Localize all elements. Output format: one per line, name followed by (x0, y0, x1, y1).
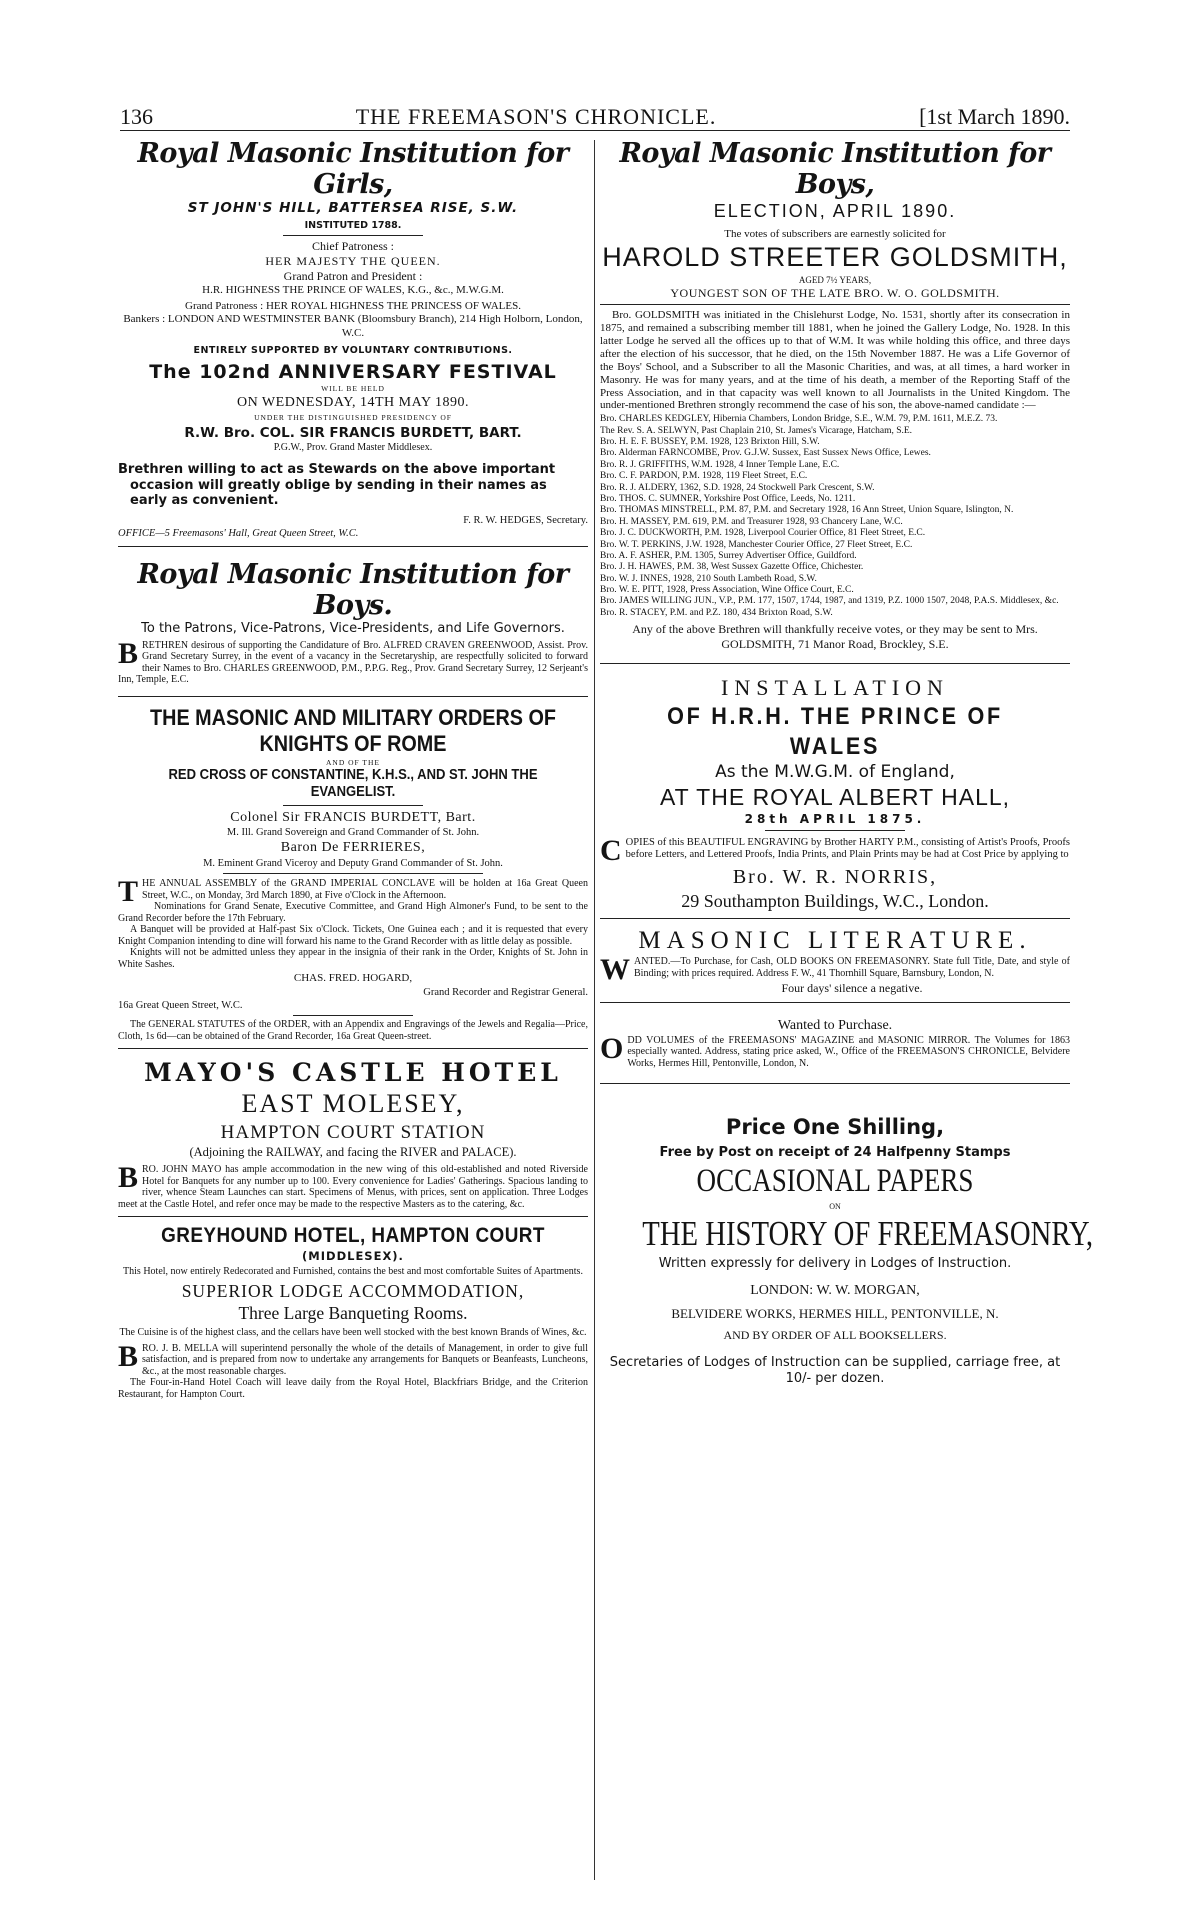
recommender: Bro. W. T. PERKINS, J.W. 1928, Manchester Courier Office, 27 Fleet Street, E.C. (600, 539, 913, 550)
girls-institution-ad (118, 138, 588, 540)
boys-left-body-text: RETHREN desirous of supporting the Candidature of Bro. ALFRED CRAVEN GREENWOOD, Assist. Prov. Grand Secretary Surrey, in the event of a vacancy in the Secretaryship, are respectfully solicited to forward their Names to Bro. CHARLES GREENWOOD, P.M., P.P.G. Reg., Prov. Grand Secretary Surrey, 12 Serjeant's Inn, Temple, E.C. (118, 639, 588, 686)
installation-ad (600, 674, 1070, 912)
divider-7 (600, 1002, 1070, 1003)
recommender: Bro. R. J. GRIFFITHS, W.M. 1928, 4 Inner Temple Lane, E.C. (600, 459, 840, 470)
installation-as: As the M.W.G.M. of England, (715, 761, 955, 782)
boys-institution-election-ad (600, 138, 1070, 651)
papers-title-2: THE HISTORY OF FREEMASONRY, (642, 1214, 1094, 1254)
dropcap-b1: B (118, 636, 139, 670)
installation-rule (765, 830, 905, 831)
greyhound-body (118, 1339, 588, 1378)
president-title: P.G.W., Prov. Grand Master Middlesex. (273, 441, 433, 453)
greyhound-hotel-ad (118, 1223, 588, 1400)
mayo-station: HAMPTON COURT STATION (220, 1121, 486, 1143)
wanted-body-text: DD VOLUMES of the FREEMASONS' MAGAZINE and MASONIC MIRROR. The Volumes for 1863 especially wanted. Address, stating price asked, W., Office of the FREEMASON'S CHRONICLE, Belvidere Works, Hermes Hill, Pentonville, London, N. (627, 1034, 1070, 1069)
girls-instituted: INSTITUTED 1788. (304, 219, 402, 231)
votes-solicited: The votes of subscribers are earnestly solicited for (724, 227, 946, 240)
recommender: Bro. Alderman FARNCOMBE, Prov. G.J.W. Sussex, East Sussex News Office, Lewes. (600, 448, 931, 459)
divider-4 (118, 1216, 588, 1217)
will-be-held: WILL BE HELD (321, 384, 385, 394)
recommender: Bro. A. F. ASHER, P.M. 1305, Surrey Advertiser Office, Guildford. (600, 550, 857, 561)
divider-5 (600, 663, 1070, 664)
papers-order: AND BY ORDER OF ALL BOOKSELLERS. (723, 1327, 947, 1342)
installation-address: 29 Southampton Buildings, W.C., London. (681, 890, 989, 911)
dropcap-o: O (600, 1031, 624, 1065)
papers-secretaries: Secretaries of Lodges of Instruction can be supplied, carriage free, at 10/- per dozen. (609, 1354, 1061, 1387)
right-column (600, 138, 1094, 1881)
mayo-place: EAST MOLESEY, (241, 1089, 465, 1119)
greyhound-county: (MIDDLESEX). (302, 1249, 404, 1264)
rome-p4: Knights will not be admitted unless they appear in the insignia of their rank in the Order, Knights of St. John in White Sashes. (118, 947, 588, 970)
rome-title: THE MASONIC AND MILITARY ORDERS OF KNIGHTS OF ROME (150, 704, 556, 757)
rome-p2: Nominations for Grand Senate, Executive Committee, and Grand High Almoner's Fund, to be sent to the Grand Recorder before the 17th February. (118, 901, 588, 924)
left-column (118, 138, 588, 1881)
masthead-title: THE FREEMASON'S CHRONICLE. (355, 104, 717, 129)
mayos-castle-hotel-ad (118, 1057, 588, 1210)
divider-3 (118, 1048, 588, 1049)
festival-date: ON WEDNESDAY, 14TH MAY 1890. (236, 394, 470, 410)
papers-written: Written expressly for delivery in Lodges of Instruction. (658, 1255, 1012, 1271)
recommender: Bro. THOS. C. SUMNER, Yorkshire Post Office, Leeds, No. 1211. (600, 493, 856, 504)
literature-title: MASONIC LITERATURE. (638, 927, 1032, 955)
grand-patroness: Grand Patroness : HER ROYAL HIGHNESS THE PRINCESS OF WALES. (185, 299, 521, 312)
dropcap-b3: B (118, 1339, 139, 1373)
greyhound-coach: The Four-in-Hand Hotel Coach will leave daily from the Royal Hotel, Blackfriars Bridge, and the Criterion Restaurant, for Hampton Court. (118, 1377, 588, 1400)
rome-officer-1: Colonel Sir FRANCIS BURDETT, Bart. (230, 809, 476, 825)
election-rule (600, 304, 1070, 305)
greyhound-intro: This Hotel, now entirely Redecorated and Furnished, contains the best and most comfortable Suites of Apartments. (123, 1265, 583, 1277)
girls-rule (283, 235, 423, 236)
wanted-title: Wanted to Purchase. (777, 1018, 893, 1034)
divider-2 (118, 696, 588, 697)
issue-date: [1st March 1890. (919, 104, 1070, 129)
recommender: The Rev. S. A. SELWYN, Past Chaplain 210, St. James's Vicarage, Hatcham, S.E. (600, 425, 913, 436)
boys-left-body (118, 636, 588, 686)
dropcap-c: C (600, 833, 622, 867)
girls-title: Royal Masonic Institution for Girls, (137, 138, 569, 201)
column-divider (594, 140, 595, 1880)
rome-subtitle: RED CROSS OF CONSTANTINE, K.H.S., AND ST. JOHN THE EVANGELIST. (168, 766, 538, 801)
recommender: Bro. J. C. DUCKWORTH, P.M. 1928, Liverpool Courier Office, 81 Fleet Street, E.C. (600, 528, 926, 539)
installation-of: OF H.R.H. THE PRINCE OF WALES (667, 702, 1003, 760)
boys-left-title: Royal Masonic Institution for Boys. (137, 559, 569, 622)
greyhound-superior: SUPERIOR LODGE ACCOMMODATION, (181, 1281, 525, 1302)
rome-p3: A Banquet will be provided at Half-past Six o'Clock. Tickets, One Guinea each ; and it is requested that every Knight Companion intending to dine will forward his name to the Grand Recorder with as little delay as possible. (118, 924, 588, 947)
rome-and-of-the: AND OF THE (325, 757, 381, 767)
dropcap-t: T (118, 875, 139, 908)
recommender: Bro. JAMES WILLING JUN., V.P., P.M. 177, 1507, 1744, 1987, and 1319, P.Z. 1000 1507, 2048, P.A.S. Middlesex, &c. (600, 596, 1059, 607)
installation-bro: Bro. W. R. NORRIS, (732, 865, 938, 888)
girls-secretary: F. R. W. HEDGES, Secretary. (463, 514, 588, 526)
rome-p1 (118, 875, 588, 908)
rome-rule-2 (223, 873, 483, 874)
boys-institution-left-ad (118, 559, 588, 686)
literature-body-text: ANTED.—To Purchase, for Cash, OLD BOOKS ON FREEMASONRY. State full Title, Date, and style of Binding; with prices required. Address F. W., 41 Thornhill Square, Barnsbury, London, N. (634, 956, 1070, 979)
rome-rule (283, 805, 423, 806)
literature-body (600, 953, 1070, 987)
greyhound-body-text: RO. J. B. MELLA will superintend personally the whole of the details of Management, in order to give full satisfaction, and is prepared from now to undertake any arrangements for Banquets or Beanfeasts, Luncheons, &c., at the most reasonable charges. (142, 1342, 588, 1377)
rome-officer-1-title: M. Ill. Grand Sovereign and Grand Commander of St. John. (226, 827, 480, 839)
candidate-age: AGED 7½ YEARS, (798, 275, 872, 286)
recommender: Bro. H. E. F. BUSSEY, P.M. 1928, 123 Brixton Hill, S.W. (600, 437, 820, 447)
installation-title: INSTALLATION (721, 675, 949, 701)
boys-right-title: Royal Masonic Institution for Boys, (619, 138, 1051, 201)
rome-address: 16a Great Queen Street, W.C. (118, 999, 243, 1011)
papers-title-1: OCCASIONAL PAPERS (696, 1162, 974, 1199)
rome-signed-title: Grand Recorder and Registrar General. (423, 986, 588, 998)
greyhound-cuisine: The Cuisine is of the highest class, and the cellars have been well stocked with the best known Brands of Wines, &c. (119, 1327, 587, 1338)
installation-date: 28th APRIL 1875. (744, 811, 926, 826)
knights-of-rome-ad (118, 705, 588, 1042)
papers-london: LONDON: W. W. MORGAN, (750, 1283, 920, 1299)
boys-closing: Any of the above Brethren will thankfully receive votes, or they may be sent to Mrs. GOLDSMITH, 71 Manor Road, Brockley, S.E. (632, 622, 1038, 651)
festival-title: The 102nd ANNIVERSARY FESTIVAL (149, 360, 557, 383)
bankers: Bankers : LONDON AND WESTMINSTER BANK (Bloomsbury Branch), 214 High Holborn, London, W.C. (123, 313, 583, 340)
divider-8 (600, 1083, 1070, 1084)
papers-price: Price One Shilling, (725, 1115, 945, 1140)
papers-works: BELVIDERE WORKS, HERMES HILL, PENTONVILLE, N. (671, 1305, 999, 1321)
masonic-literature-ad (600, 925, 1070, 996)
papers-free: Free by Post on receipt of 24 Halfpenny Stamps (659, 1144, 1011, 1160)
page-header (120, 100, 1070, 131)
girls-office: OFFICE—5 Freemasons' Hall, Great Queen Street, W.C. (118, 528, 359, 539)
rome-officer-2: Baron De FERRIERES, (280, 840, 426, 856)
recommender: Bro. H. MASSEY, P.M. 619, P.M. and Treasurer 1928, 93 Chancery Lane, W.C. (600, 516, 903, 527)
mayo-title: MAYO'S CASTLE HOTEL (144, 1058, 562, 1087)
rome-signed: CHAS. FRED. HOGARD, (293, 972, 413, 984)
wanted-to-purchase-ad (600, 1017, 1070, 1069)
recommenders-list (600, 414, 1070, 619)
goldsmith-biography: Bro. GOLDSMITH was initiated in the Chislehurst Lodge, No. 1531, shortly after its consecration in 1875, and remained a subscribing member till 1881, when he joined the Gallery Lodge, No. 1928. In this latter Lodge he served all the offices up to that of W.M. It was while holding this office, and three days after the election of his successor, that he died, on the 15th November 1887. He was a Life Governor of the Boys' School, and a Subscriber to all the Masonic Charities, and was, at all times, a hard worker in Masonry. He was for many years, and at the time of his death, a member of the Reporting Staff of the Press Association, and in that capacity was well known to all Journalists in the United Kingdom. The under-mentioned Brethren strongly recommend the case of his son, the above-named candidate :— (600, 309, 1070, 412)
installation-at: AT THE ROYAL ALBERT HALL, (659, 783, 1011, 810)
festival-president: R.W. Bro. COL. SIR FRANCIS BURDETT, BART. (184, 424, 522, 441)
chief-patroness-label: Chief Patroness : (312, 238, 394, 253)
supported-by: ENTIRELY SUPPORTED BY VOLUNTARY CONTRIBUTIONS. (193, 344, 513, 356)
dropcap-b2: B (118, 1161, 139, 1195)
papers-on: ON (829, 1202, 841, 1212)
grand-patron-label: Grand Patron and President : (283, 268, 423, 283)
recommender: Bro. W. J. INNES, 1928, 210 South Lambeth Road, S.W. (600, 573, 817, 584)
recommender: Bro. J. H. HAWES, P.M. 38, West Sussex Gazette Office, Chichester. (600, 562, 864, 573)
page-number: 136 (120, 104, 153, 129)
recommender: Bro. C. F. PARDON, P.M. 1928, 119 Fleet Street, E.C. (600, 471, 808, 482)
installation-body-text: OPIES of this BEAUTIFUL ENGRAVING by Brother HARTY P.M., consisting of Artist's Proofs, Proofs before Letters, and Lettered Proofs, India Prints, and Plain Prints may be had at Cost Price by applying to (625, 836, 1070, 860)
rome-officer-2-title: M. Eminent Grand Viceroy and Deputy Grand Commander of St. John. (203, 857, 503, 869)
candidate-father: YOUNGEST SON OF THE LATE BRO. W. O. GOLDSMITH. (670, 286, 1000, 301)
literature-silence: Four days' silence a negative. (781, 981, 923, 996)
recommender: Bro. R. STACEY, P.M. and P.Z. 180, 434 Brixton Road, S.W. (600, 607, 833, 618)
installation-body (600, 833, 1070, 867)
election-line: ELECTION, APRIL 1890. (713, 201, 957, 222)
dropcap-w: W (600, 953, 630, 987)
rome-rule-3 (293, 1015, 413, 1016)
recommender: Bro. CHARLES KEDGLEY, Hibernia Chambers, London Bridge, S.E., W.M. 79, P.M. 1611, M.E.Z. 73. (600, 414, 998, 425)
mayo-adjoining: (Adjoining the RAILWAY, and facing the RIVER and PALACE). (189, 1144, 517, 1159)
candidate-name: HAROLD STREETER GOLDSMITH, (602, 242, 1068, 273)
occasional-papers-ad (600, 1114, 1094, 1387)
grand-patron: H.R. HIGHNESS THE PRINCE OF WALES, K.G., &c., M.W.G.M. (202, 283, 504, 296)
recommender: Bro. THOMAS MINSTRELL, P.M. 87, P.M. and Secretary 1928, 16 Ann Street, Union Square, Islington, N. (600, 505, 1014, 516)
mayo-body (118, 1161, 588, 1210)
chief-patroness: HER MAJESTY THE QUEEN. (265, 253, 441, 268)
girls-address: ST JOHN'S HILL, BATTERSEA RISE, S.W. (187, 200, 519, 217)
divider-6 (600, 918, 1070, 919)
stewards-appeal: Brethren willing to act as Stewards on the above important occasion will greatly oblige by sending in their names as early as convenient. (118, 462, 556, 509)
recommender: Bro. R. J. ALDERY, 1362, S.D. 1928, 24 Stockwell Park Crescent, S.W. (600, 482, 875, 493)
mayo-body-text: RO. JOHN MAYO has ample accommodation in the new wing of this old-established and noted Riverside Hotel for Banquets for any number up to 100. Every convenience for Ladies' Gatherings. Spacious landing to river, whence Steam Launches can start. Specimens of Menus, with prices, sent on application. Three Lodges meet at the Castle Hotel, and refer once may be made to the respective Masters as to the catering, &c. (118, 1164, 588, 1210)
greyhound-rooms: Three Large Banqueting Rooms. (238, 1303, 468, 1324)
recommender: Bro. W. E. PITT, 1928, Press Association, Wine Office Court, E.C. (600, 585, 854, 596)
rome-statutes: The GENERAL STATUTES of the ORDER, with an Appendix and Engravings of the Jewels and Regalia—Price, Cloth, 1s 6d—can be obtained of the Grand Recorder, 16a Great Queen-street. (118, 1019, 588, 1042)
greyhound-title: GREYHOUND HOTEL, HAMPTON COURT (161, 1224, 545, 1248)
divider-1 (118, 546, 588, 547)
presidency-label: UNDER THE DISTINGUISHED PRESIDENCY OF (254, 413, 452, 423)
wanted-body (600, 1031, 1070, 1070)
rome-p1-text: HE ANNUAL ASSEMBLY of the GRAND IMPERIAL CONCLAVE will be holden at 16a Great Queen Street, W.C., on Monday, 3rd March 1890, at Five o'Clock in the Afternoon. (142, 878, 588, 901)
boys-left-to: To the Patrons, Vice-Patrons, Vice-Presidents, and Life Governors. (141, 621, 565, 637)
